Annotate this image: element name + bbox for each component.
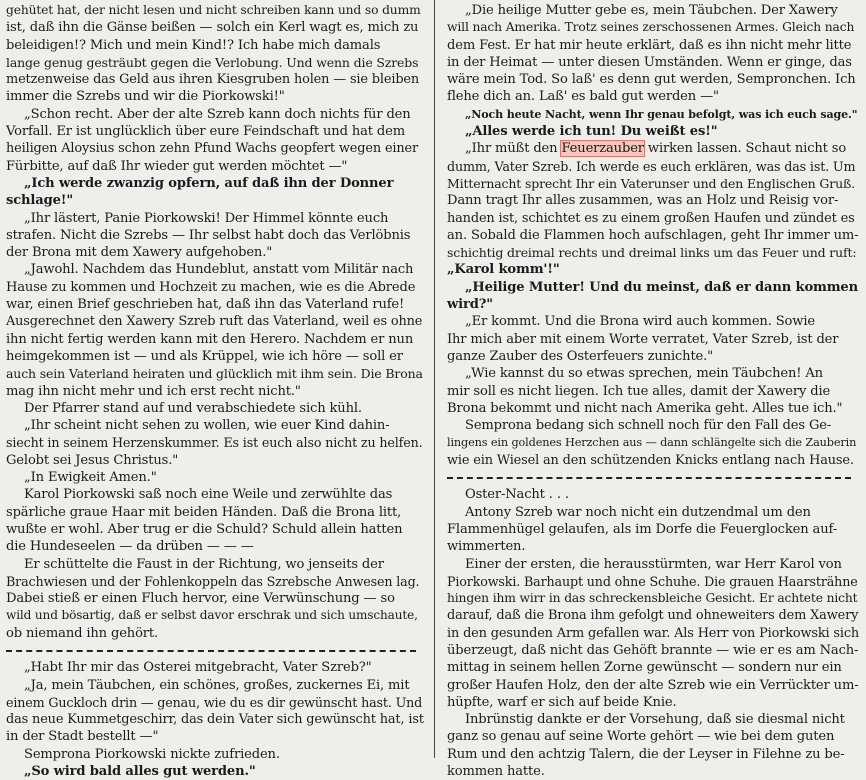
text-line: beleidigen!? Mich und mein Kind!? Ich habe mich damals <box>6 37 381 53</box>
text-line: Einer der ersten, die herausstürmten, war Herr Karol von <box>465 556 842 572</box>
text-line: spärliche graue Haar mit beiden Händen. Daß die Brona litt, <box>6 504 402 520</box>
text-line: siecht in seinem Herzenskummer. Es ist euch also nicht zu helfen. <box>6 435 423 451</box>
text-line: Piorkowski. Barhaupt und ohne Schuhe. Die grauen Haarsträhne <box>447 573 858 589</box>
text-line: ganze Zauber des Osterfeuers zunichte." <box>447 348 714 364</box>
text-line: Semprona Piorkowski nickte zufrieden. <box>24 746 280 762</box>
text-line: lingens ein goldenes Herzchen aus — dann schlängelte sich die Zauberin <box>447 436 857 450</box>
left-column-text <box>0 0 428 780</box>
text-line: das neue Kummetgeschirr, das dein Vater sich gewünscht hat, ist <box>6 712 424 728</box>
text-line: an. Sobald die Flammen hoch aufschlagen, geht Ihr immer um- <box>447 227 859 243</box>
text-line: Dabei stieß er einen Fluch hervor, eine Verwünschung — so <box>6 591 395 607</box>
text-line: „Alles werde ich tun! Du weißt es!" <box>465 124 718 140</box>
text-line: „Noch heute Nacht, wenn Ihr genau befolgt, was ich euch sage." <box>465 107 858 121</box>
text-line: in der Heimat — unter diesen Umständen. Wenn er ginge, das <box>447 54 852 70</box>
text-line: Karol Piorkowski saß noch eine Weile und zerwühlte das <box>24 487 393 503</box>
text-line: handen ist, schichtet es zu einem großen Haufen und zündet es <box>447 210 855 226</box>
text-line: „Karol komm'!" <box>447 262 560 278</box>
text-line: „Ja, mein Täubchen, ein schönes, großes, zuckernes Ei, mit <box>24 677 410 693</box>
text-line: wäre mein Tod. So laß' es denn gut werden, Sempronchen. Ich <box>447 72 856 88</box>
text-line: ganz so genau auf seine Worte gehört — wie bei dem guten <box>447 729 835 745</box>
text-line: „Die heilige Mutter gebe es, mein Täubchen. Der Xawery <box>465 3 838 18</box>
text-line: wußte er wohl. Aber trug er die Schuld? Schuld allein hatten <box>6 521 403 537</box>
highlighted-word: Feuerzauber <box>561 141 644 157</box>
text-line: Der Pfarrer stand auf und verabschiedete sich kühl. <box>24 400 362 416</box>
text-line: „Wie kannst du so etwas sprechen, mein Täubchen! An <box>465 366 823 382</box>
text-line: Ausgerechnet den Xawery Szreb ruft das Vaterland, weil es ohne <box>6 314 423 330</box>
text-line <box>447 140 859 157</box>
text-line: Oster-Nacht . . . <box>465 487 569 503</box>
text-line: dem Fest. Er hat mir heute erklärt, daß es ihn nicht mehr litte <box>447 37 852 53</box>
text-line: „Ihr scheint nicht sehen zu wollen, wie euer Kind dahin- <box>24 418 390 434</box>
text-line: der Brona mit dem Xawery aufgehoben." <box>6 245 273 261</box>
text-line: „Ich werde zwanzig opfern, auf daß ihn der Donner <box>24 175 394 191</box>
text-line: „Heilige Mutter! Und du meinst, daß er dann kommen <box>465 279 858 295</box>
text-line: will nach Amerika. Trotz seines zerschossenen Armes. Gleich nach <box>447 20 855 35</box>
text-line: war, einen Brief geschrieben hat, daß ihn das Vaterland rufe! <box>6 297 405 313</box>
text-line: hüpfte, warf er sich auf beide Knie. <box>447 694 677 710</box>
right-column-text <box>441 0 863 780</box>
text-line: „Schon recht. Aber der alte Szreb kann doch nichts für den <box>24 106 411 122</box>
text-line: Mitternacht sprecht Ihr ein Vaterunser und den Englischen Gruß. <box>447 175 855 191</box>
text-line: Inbrünstig dankte er der Vorsehung, daß sie diesmal nicht <box>465 712 845 728</box>
text-line: in der Stadt bestellt —" <box>6 729 159 745</box>
text-line: Antony Szreb war noch nicht ein dutzendmal um den <box>465 504 811 520</box>
text-line: ist, daß ihn die Gänse beißen — solch ein Kerl wagt es, mich zu <box>6 20 419 36</box>
text-line: Hause zu kommen und Hochzeit zu machen, wie es die Abrede <box>6 279 416 295</box>
text-line: wird?" <box>447 297 493 313</box>
text-line: Semprona bedang sich schnell noch für den Fall des Ge- <box>465 418 832 434</box>
text-line: wie ein Wiesel an den schützenden Knicks entlang nach Hause. <box>447 452 854 468</box>
text-line: Ihr mich aber mit einem Worte verratet, Vater Szreb, ist der <box>447 331 839 347</box>
text-line: heiligen Aloysius schon zehn Pfund Wachs geopfert wegen einer <box>6 141 419 157</box>
text-line: „Ihr lästert, Panie Piorkowski! Der Himmel könnte euch <box>24 210 389 226</box>
left-column <box>0 0 428 780</box>
text-line: dumm, Vater Szreb. Ich werde es euch erklären, was das ist. Um <box>447 158 856 174</box>
text-line: schlage!" <box>6 193 74 209</box>
text-line: überzeugt, daß nicht das Gehöft brannte — wie er es am Nach- <box>447 642 859 658</box>
text-line: heimgekommen ist — und als Krüppel, wie ich höre — soll er <box>6 348 403 364</box>
text-line: Vorfall. Er ist unglücklich über eure Feindschaft und hat dem <box>6 124 405 140</box>
text-run: „Ihr müßt den <box>465 141 562 157</box>
text-line: darauf, daß die Brona ihm gefolgt und ohneweiters dem Xawery <box>447 608 859 624</box>
text-line: wimmerten. <box>447 539 526 555</box>
text-line: ihn nicht fertig werden kann mit den Herero. Nachdem er nun <box>6 331 414 347</box>
text-run: wirken lassen. Schaut nicht so <box>643 141 847 157</box>
text-line: metzenweise das Geld aus ihren Kiesgruben holen — sie bleiben <box>6 72 420 88</box>
text-line: kommen hatte. <box>447 764 545 780</box>
text-line: „Habt Ihr mir das Osterei mitgebracht, Vater Szreb?" <box>24 660 372 676</box>
text-line: die Hundeseelen — da drüben — — — <box>6 539 254 555</box>
text-line: Rum und den achtzig Talern, die der Leyser in Filehne zu be- <box>447 746 845 762</box>
right-column <box>441 0 863 780</box>
text-line: Fürbitte, auf daß Ihr wieder gut werden möchtet —" <box>6 158 348 174</box>
text-line: großer Haufen Holz, den der alte Szreb wie ein Verrückter um- <box>447 677 859 693</box>
text-line: lange genug gesträubt gegen die Verlobung. Und wenn die Szrebs <box>6 54 419 70</box>
text-line: mir soll es nicht liegen. Ich tue alles, damit der Xawery die <box>447 383 831 399</box>
text-line: „So wird bald alles gut werden." <box>24 764 256 780</box>
text-line: gehütet hat, der nicht lesen und nicht schreiben kann und so dumm <box>6 3 421 17</box>
text-line: mittag in seinem hellen Zorne gewünscht — sondern nur ein <box>447 660 842 676</box>
section-separator <box>447 469 859 486</box>
text-line: Dann tragt Ihr alles zusammen, was an Holz und Reisig vor- <box>447 193 839 209</box>
text-line: Brachwiesen und der Fohlenkoppeln das Szrebsche Anwesen lag. <box>6 573 420 589</box>
text-line: schichtig dreimal rechts und dreimal links um das Feuer und ruft: <box>447 245 857 261</box>
text-line: ob niemand ihn gehört. <box>6 625 159 641</box>
section-separator <box>6 642 424 659</box>
text-line: in den gesunden Arm gefallen war. Als Herr von Piorkowski sich <box>447 625 860 641</box>
text-line: flehe dich an. Laß' es bald gut werden —" <box>447 89 719 105</box>
text-line: mag ihn nicht mehr und ich erst recht nicht." <box>6 383 301 399</box>
text-line: Gelobt sei Jesus Christus." <box>6 452 179 468</box>
text-line: „In Ewigkeit Amen." <box>24 470 157 486</box>
text-line: wild und bösartig, daß er selbst davor erschrak und sich umschaute, <box>6 608 418 623</box>
text-line: immer die Szrebs und wir die Piorkowski!" <box>6 89 285 105</box>
text-line: strafen. Nicht die Szrebs — Ihr selbst habt doch das Verlöbnis <box>6 227 411 243</box>
text-line: auch sein Vaterland heiraten und glücklich mit ihm sein. Die Brona <box>6 366 423 382</box>
text-line: Flammenhügel gelaufen, als im Dorfe die Feuerglocken auf- <box>447 521 837 537</box>
text-line: „Jawohl. Nachdem das Hundeblut, anstatt vom Militär nach <box>24 262 414 278</box>
text-line: Brona bekommt und nicht nach Amerika geht. Alles tue ich." <box>447 400 843 416</box>
column-divider <box>434 0 435 758</box>
text-line: hingen ihm wirr in das schreckensbleiche Gesicht. Er achtete nicht <box>447 591 858 606</box>
text-line: einem Guckloch drin — genau, wie du es dir gewünscht hast. Und <box>6 694 423 710</box>
text-line: „Er kommt. Und die Brona wird auch kommen. Sowie <box>465 314 815 330</box>
text-line: Er schüttelte die Faust in der Richtung, wo jenseits der <box>24 556 384 572</box>
